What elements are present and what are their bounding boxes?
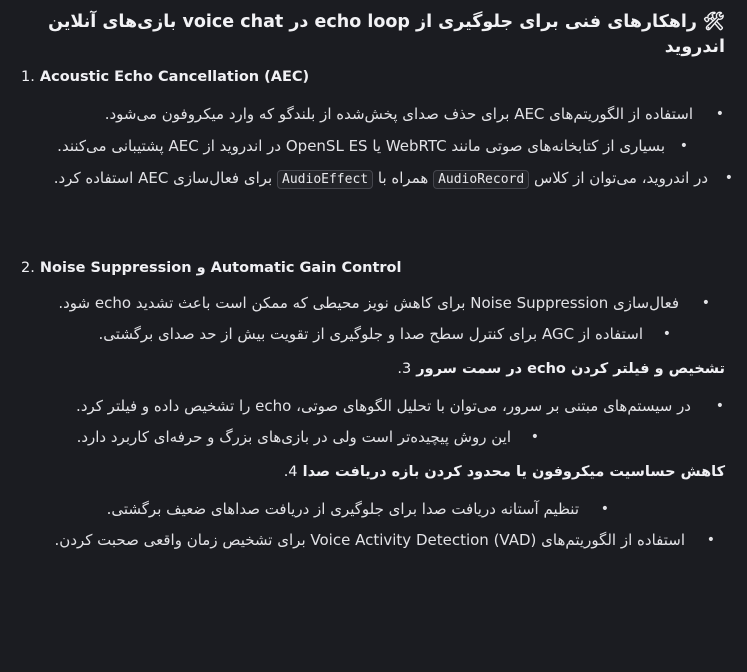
list-item xyxy=(20,426,725,448)
section-4 xyxy=(20,462,725,551)
list-item xyxy=(20,135,725,157)
list-item-text: استفاده از الگوریتم‌های Voice Activity Detection (VAD) برای تشخیص زمان واقعی صحبت کردن. xyxy=(54,531,685,549)
section-heading xyxy=(20,258,725,278)
section-title: تشخیص و فیلتر کردن echo در سمت سرور xyxy=(416,361,725,377)
inline-code: AudioRecord xyxy=(433,170,529,189)
section-number: 2. xyxy=(21,260,35,276)
section-number: 1. xyxy=(21,69,35,85)
section-1 xyxy=(20,67,733,212)
list-item-text: این روش پیچیده‌تر است ولی در بازی‌های بزرگ و حرفه‌ای کاربرد دارد. xyxy=(76,428,511,446)
bullet-list xyxy=(20,103,733,191)
bullet-icon: • xyxy=(530,429,539,445)
list-item-text: تنظیم آستانه دریافت صدا برای جلوگیری از دریافت صداهای ضعیف برگشتی. xyxy=(106,500,579,518)
list-item-text-after: برای فعال‌سازی AEC استفاده کرد. xyxy=(53,169,273,187)
bullet-icon: • xyxy=(706,532,715,548)
section-heading xyxy=(20,462,725,482)
section-3 xyxy=(20,359,725,448)
list-item-text-before: در اندروید، می‌توان از کلاس xyxy=(533,169,708,187)
section-number: 3. xyxy=(397,361,412,377)
list-item-text: استفاده از AGC برای کنترل سطح صدا و جلوگیری از تقویت بیش از حد صدای برگشتی. xyxy=(98,325,643,343)
section-number: 4. xyxy=(283,464,298,480)
response-title-text: راهکارهای فنی برای جلوگیری از echo loop در voice chat بازی‌های آنلاین اندروید xyxy=(48,12,725,57)
bullet-icon: • xyxy=(724,170,733,186)
section-2 xyxy=(20,258,725,345)
list-item xyxy=(20,167,733,191)
bullet-icon: • xyxy=(715,398,724,414)
hammer-and-wrench-icon: 🛠 xyxy=(702,12,725,32)
list-item xyxy=(20,292,725,314)
section-title: Noise Suppression و Automatic Gain Control xyxy=(39,260,402,276)
list-item-text: فعال‌سازی Noise Suppression برای کاهش نویز محیطی که ممکن است باعث تشدید echo شود. xyxy=(58,294,679,312)
section-title: کاهش حساسیت میکروفون یا محدود کردن بازه دریافت صدا xyxy=(302,464,725,480)
bullet-icon: • xyxy=(715,106,724,122)
bullet-icon: • xyxy=(701,295,710,311)
bullet-list xyxy=(20,292,725,345)
list-item xyxy=(20,395,725,417)
list-item-text-middle: همراه با xyxy=(377,169,429,187)
list-item-text: بسیاری از کتابخانه‌های صوتی مانند WebRTC یا OpenSL ES در اندروید از AEC پشتیبانی می‌کنند. xyxy=(57,137,665,155)
section-title: Acoustic Echo Cancellation (AEC) xyxy=(39,69,310,85)
bullet-icon: • xyxy=(600,501,609,517)
bullet-list xyxy=(20,395,725,448)
bullet-list xyxy=(20,498,725,551)
section-heading xyxy=(20,67,725,87)
inline-code: AudioEffect xyxy=(277,170,373,189)
list-item xyxy=(20,103,725,125)
list-item-text: در سیستم‌های مبتنی بر سرور، می‌توان با تحلیل الگوهای صوتی، echo را تشخیص داده و فیلتر کرد. xyxy=(76,397,691,415)
list-item xyxy=(20,323,725,345)
list-item xyxy=(20,498,725,520)
bullet-icon: • xyxy=(679,138,688,154)
section-heading xyxy=(20,359,725,379)
response-title xyxy=(20,10,725,60)
list-item-text: استفاده از الگوریتم‌های AEC برای حذف صدای پخش‌شده از بلندگو که وارد میکروفون می‌شود. xyxy=(104,105,693,123)
list-item xyxy=(20,529,725,551)
bullet-icon: • xyxy=(662,326,671,342)
